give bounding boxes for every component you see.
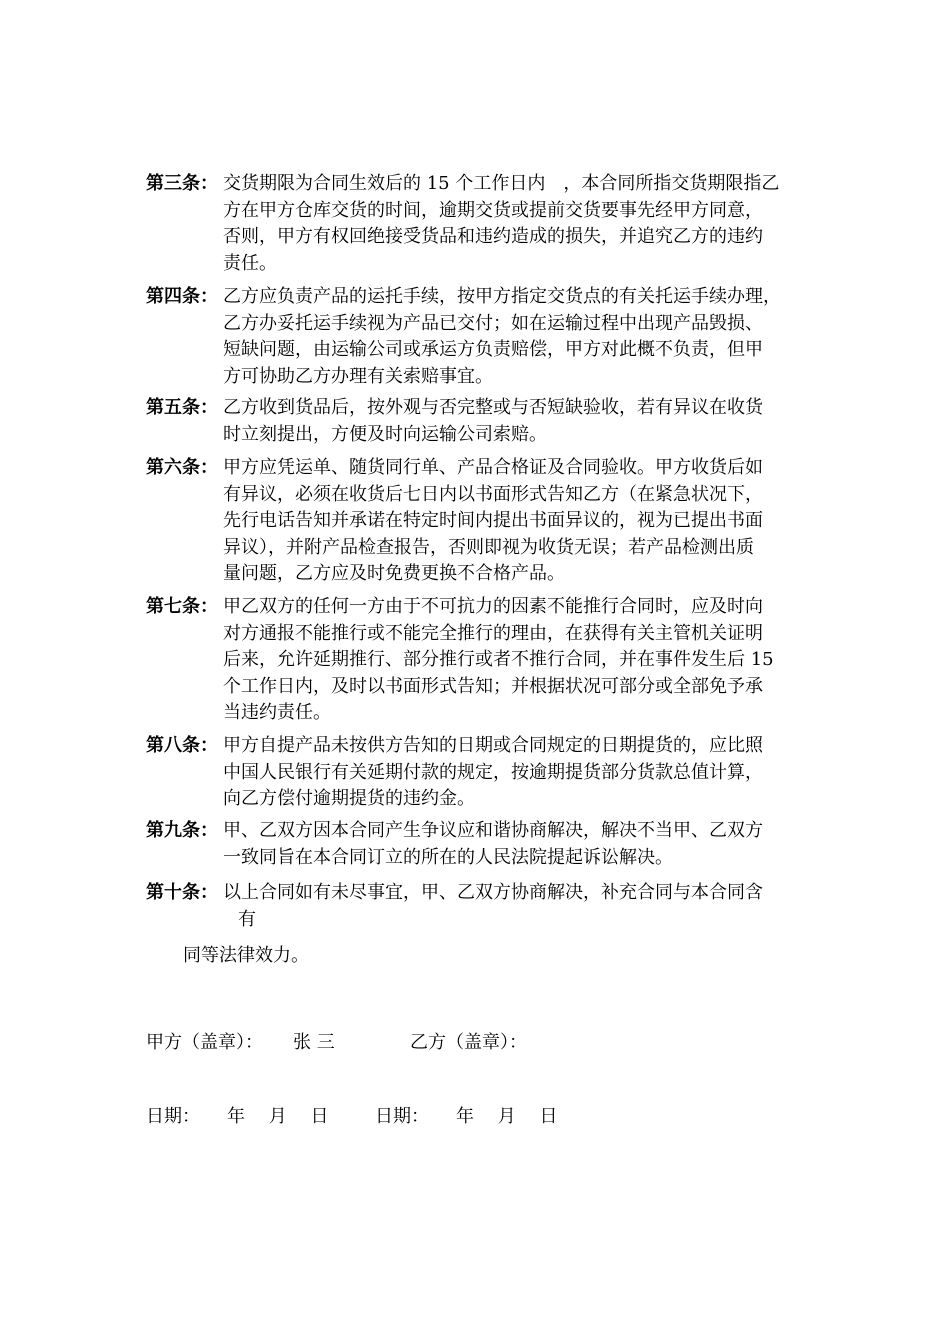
article-label: 第九条：	[146, 820, 218, 841]
party-b-date: 日期： 年 月 日	[375, 1106, 558, 1127]
article-line: 责任。	[223, 252, 277, 274]
article-line: 甲乙双方的任何一方由于不可抗力的因素不能推行合同时，应及时向	[223, 596, 763, 617]
article-line: 有异议，必须在收货后七日内以书面形式告知乙方（在紧急状况下，	[223, 483, 763, 505]
article-line: 中国人民银行有关延期付款的规定，按逾期提货部分货款总值计算，	[223, 761, 763, 783]
article-label: 第五条：	[146, 397, 218, 418]
party-a-name: 张 三	[293, 1032, 335, 1053]
article-line: 以上合同如有未尽事宜，甲、乙双方协商解决，补充合同与本合同含	[223, 882, 763, 903]
article-6	[146, 455, 836, 588]
article-10-continuation: 同等法律效力。	[183, 945, 309, 966]
article-line: 否则，甲方有权回绝接受货品和违约造成的损失，并追究乙方的违约	[223, 226, 763, 247]
article-line: 当违约责任。	[223, 702, 331, 723]
party-a-date: 日期： 年 月 日	[146, 1106, 329, 1127]
article-line: 异议），并附产品检查报告，否则即视为收货无误；若产品检测出质	[223, 536, 754, 558]
article-label: 第四条：	[146, 286, 218, 307]
article-line: 方在甲方仓库交货的时间，逾期交货或提前交货要事先经甲方同意，	[223, 199, 763, 221]
article-line: 短缺问题，由运输公司或承运方负责赔偿，甲方对此概不负责，但甲	[223, 339, 763, 360]
article-label: 第十条：	[146, 882, 218, 903]
article-7	[146, 594, 836, 727]
article-line: 向乙方偿付逾期提货的违约金。	[223, 788, 475, 809]
article-5	[146, 395, 836, 448]
article-label: 第七条：	[146, 596, 218, 617]
article-3	[146, 171, 836, 277]
article-line: 交货期限为合同生效后的 15 个工作日内 ，本合同所指交货期限指乙	[223, 173, 780, 194]
article-line: 先行电话告知并承诺在特定时间内提出书面异议的，视为已提出书面	[223, 510, 763, 531]
article-4	[146, 284, 836, 390]
article-line: 乙方办妥托运手续视为产品已交付；如在运输过程中出现产品毁损、	[223, 312, 763, 334]
article-line: 甲方自提产品未按供方告知的日期或合同规定的日期提货的，应比照	[223, 735, 763, 756]
article-8	[146, 733, 836, 813]
article-line: 甲、乙双方因本合同产生争议应和谐协商解决，解决不当甲、乙双方	[223, 820, 763, 841]
article-line: 甲方应凭运单、随货同行单、产品合格证及合同验收。甲方收货后如	[223, 457, 763, 478]
article-line: 时立刻提出，方便及时向运输公司索赔。	[223, 423, 547, 445]
party-b-seal-label: 乙方（盖章）：	[410, 1032, 527, 1053]
article-line: 有	[238, 908, 256, 930]
article-line: 量问题，乙方应及时免费更换不合格产品。	[223, 563, 565, 584]
article-line: 方可协助乙方办理有关索赔事宜。	[223, 365, 493, 387]
article-9	[146, 818, 836, 871]
article-label: 第三条：	[146, 173, 218, 194]
article-line: 后来，允许延期推行、部分推行或者不推行合同，并在事件发生后 15	[223, 649, 774, 670]
article-line: 乙方应负责产品的运托手续，按甲方指定交货点的有关托运手续办理，	[223, 286, 781, 307]
article-line: 乙方收到货品后，按外观与否完整或与否短缺验收，若有异议在收货	[223, 397, 763, 418]
article-label: 第八条：	[146, 735, 218, 756]
article-label: 第六条：	[146, 457, 218, 478]
article-line: 个工作日内，及时以书面形式告知；并根据状况可部分或全部免予承	[223, 675, 763, 697]
article-10	[146, 880, 836, 933]
party-a-seal-label: 甲方（盖章）：	[146, 1032, 263, 1053]
article-line: 一致同旨在本合同订立的所在的人民法院提起诉讼解决。	[223, 846, 673, 868]
article-line: 对方通报不能推行或不能完全推行的理由，在获得有关主管机关证明	[223, 622, 763, 644]
